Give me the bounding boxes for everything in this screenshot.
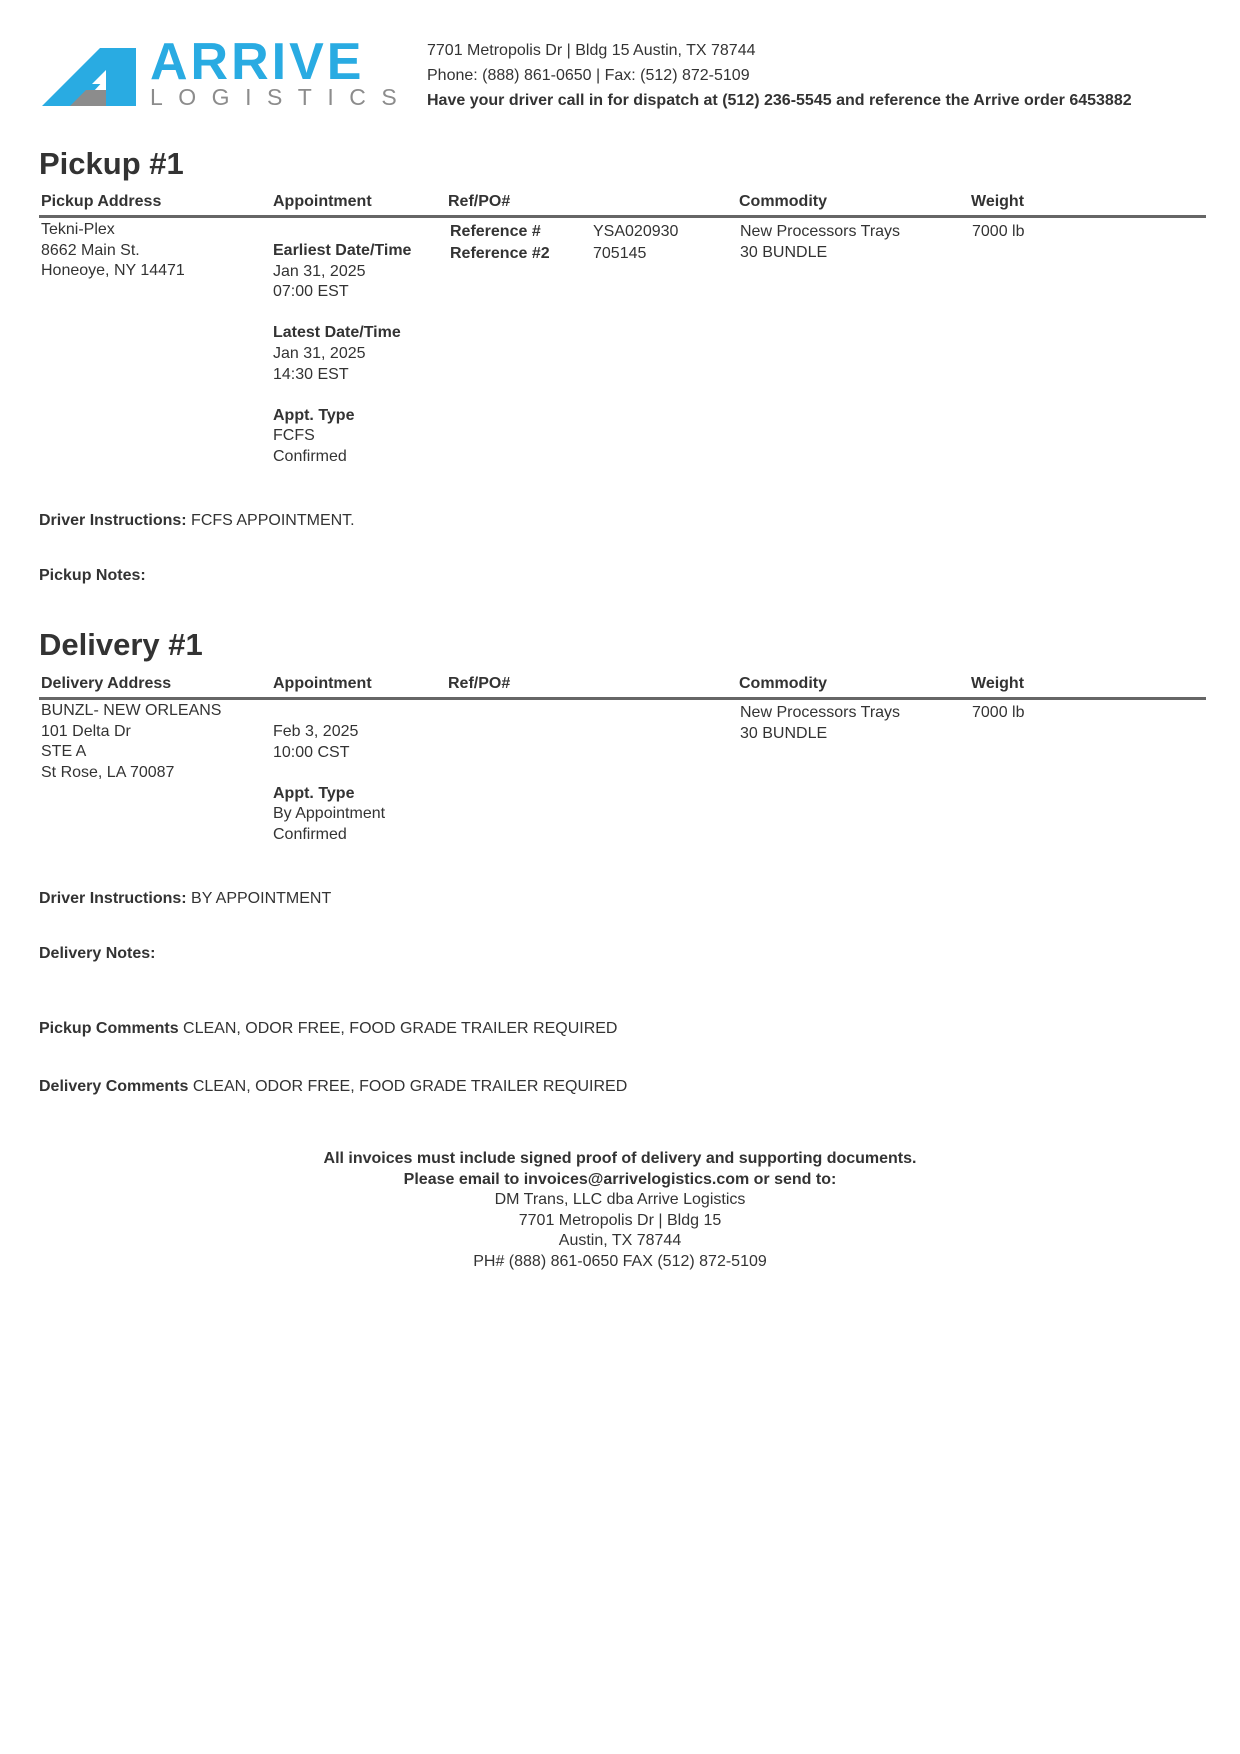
delivery-driver-instructions [39, 890, 331, 908]
delivery-address-line: STE A [41, 743, 87, 761]
pickup-col-ref: Ref/PO# [448, 193, 511, 210]
reference-row [450, 243, 678, 265]
footer-line: Please email to invoices@arrivelogistics.com or send to: [403, 1170, 837, 1188]
delivery-address-line: 101 Delta Dr [41, 722, 131, 740]
pickup-appointment [273, 241, 411, 468]
pickup-comments-label: Pickup Comments [39, 1020, 179, 1037]
appt-type: FCFS [273, 427, 315, 445]
delivery-title: Delivery #1 [39, 627, 203, 662]
commodity-name: New Processors Trays [740, 223, 901, 240]
delivery-address-line: BUNZL- NEW ORLEANS [41, 702, 222, 719]
delivery-header-rule [39, 697, 1206, 700]
appt-time: 10:00 CST [273, 743, 350, 761]
earliest-date: Jan 31, 2025 [273, 262, 366, 280]
latest-time: 14:30 EST [273, 365, 349, 383]
pickup-address-line: Tekni-Plex [41, 221, 115, 238]
pickup-col-commodity: Commodity [739, 193, 827, 210]
earliest-time: 07:00 EST [273, 283, 349, 301]
appt-type-label: Appt. Type [273, 406, 355, 424]
pickup-commodity [740, 222, 900, 263]
logo-subword: LOGISTICS [150, 84, 413, 110]
reference-value: YSA020930 [593, 223, 679, 240]
delivery-address-line: St Rose, LA 70087 [41, 763, 175, 781]
pickup-notes-label: Pickup Notes: [39, 567, 146, 584]
earliest-label: Earliest Date/Time [273, 242, 412, 259]
driver-instructions-text: BY APPOINTMENT [191, 890, 332, 907]
appt-type: By Appointment [273, 805, 386, 823]
dispatch-note: Have your driver call in for dispatch at (512) 236-5545 and reference the Arrive order 6453882 [427, 92, 1132, 109]
pickup-references [450, 221, 678, 265]
reference-value: 705145 [593, 245, 647, 262]
appt-type-label: Appt. Type [273, 784, 355, 802]
pickup-title: Pickup #1 [39, 146, 184, 181]
pickup-driver-instructions [39, 512, 355, 530]
delivery-appointment [273, 722, 385, 846]
driver-instructions-label: Driver Instructions: [39, 890, 187, 907]
reference-row [450, 221, 678, 243]
delivery-col-address: Delivery Address [41, 675, 172, 692]
commodity-qty: 30 BUNDLE [740, 724, 828, 742]
logo-word: ARRIVE [150, 33, 365, 91]
delivery-comments [39, 1078, 627, 1096]
pickup-col-appointment: Appointment [273, 193, 372, 210]
footer-line: Austin, TX 78744 [558, 1232, 682, 1250]
commodity-name: New Processors Trays [740, 704, 901, 721]
delivery-comments-text: CLEAN, ODOR FREE, FOOD GRADE TRAILER REQUIRED [192, 1078, 628, 1095]
pickup-weight: 7000 lb [972, 223, 1025, 240]
company-address: 7701 Metropolis Dr | Bldg 15 Austin, TX 78744 [427, 42, 756, 59]
footer-line: 7701 Metropolis Dr | Bldg 15 [518, 1211, 722, 1229]
footer-line: DM Trans, LLC dba Arrive Logistics [494, 1191, 746, 1209]
delivery-commodity [740, 703, 900, 744]
driver-instructions-text: FCFS APPOINTMENT. [191, 512, 355, 529]
pickup-comments [39, 1020, 617, 1038]
appt-date: Feb 3, 2025 [273, 723, 359, 740]
delivery-weight: 7000 lb [972, 704, 1025, 721]
invoice-footer [0, 1149, 1240, 1273]
delivery-col-ref: Ref/PO# [448, 675, 511, 692]
delivery-address [41, 701, 221, 783]
latest-date: Jan 31, 2025 [273, 344, 366, 362]
footer-line: All invoices must include signed proof of delivery and supporting documents. [323, 1150, 917, 1167]
reference-label: Reference # [450, 223, 541, 240]
commodity-qty: 30 BUNDLE [740, 243, 828, 261]
pickup-comments-text: CLEAN, ODOR FREE, FOOD GRADE TRAILER REQUIRED [183, 1020, 618, 1037]
appt-status: Confirmed [273, 825, 347, 843]
pickup-col-weight: Weight [971, 193, 1025, 210]
pickup-address [41, 220, 185, 282]
delivery-col-appointment: Appointment [273, 675, 372, 692]
delivery-notes-label: Delivery Notes: [39, 945, 156, 962]
delivery-col-commodity: Commodity [739, 675, 827, 692]
latest-label: Latest Date/Time [273, 324, 401, 342]
appt-status: Confirmed [273, 447, 347, 465]
pickup-header-rule [39, 215, 1206, 218]
reference-label: Reference #2 [450, 245, 550, 262]
delivery-comments-label: Delivery Comments [39, 1078, 189, 1095]
footer-line: PH# (888) 861-0650 FAX (512) 872-5109 [473, 1252, 767, 1270]
pickup-address-line: 8662 Main St. [41, 241, 140, 259]
pickup-col-address: Pickup Address [41, 193, 162, 210]
pickup-address-line: Honeoye, NY 14471 [41, 262, 185, 280]
delivery-col-weight: Weight [971, 675, 1025, 692]
driver-instructions-label: Driver Instructions: [39, 512, 187, 529]
company-phone-fax: Phone: (888) 861-0650 | Fax: (512) 872-5109 [427, 67, 750, 84]
